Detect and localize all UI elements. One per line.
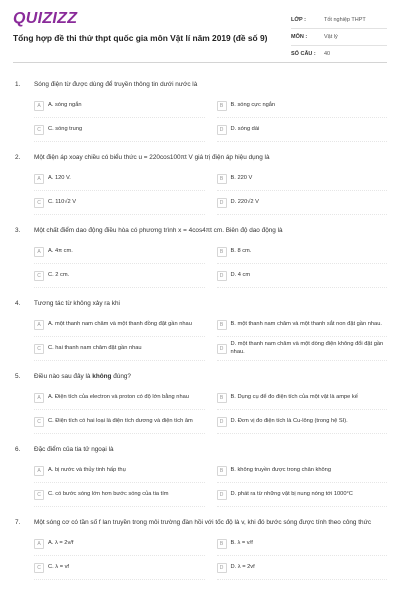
answer-option[interactable] bbox=[34, 313, 205, 337]
option-grid bbox=[34, 313, 387, 361]
option-letter-box: C bbox=[34, 490, 44, 500]
answer-option[interactable] bbox=[217, 264, 388, 288]
option-letter-box: D bbox=[217, 125, 227, 135]
option-grid bbox=[34, 94, 387, 142]
answer-option[interactable] bbox=[217, 532, 388, 556]
meta-label: MÔN : bbox=[291, 34, 308, 40]
meta-value: 40 bbox=[324, 51, 331, 57]
answer-option[interactable] bbox=[217, 118, 388, 142]
answer-option[interactable] bbox=[217, 410, 388, 434]
option-text: C. sóng trung bbox=[48, 125, 83, 132]
option-letter-box: C bbox=[34, 125, 44, 135]
option-letter-box: A bbox=[34, 539, 44, 549]
option-letter-box: C bbox=[34, 198, 44, 208]
option-letter-box: A bbox=[34, 247, 44, 257]
option-letter-box: D bbox=[217, 271, 227, 281]
answer-option[interactable] bbox=[34, 167, 205, 191]
option-text: A. sóng ngắn bbox=[48, 101, 82, 108]
answer-option[interactable] bbox=[34, 191, 205, 215]
question bbox=[13, 518, 387, 580]
option-text: C. 2 cm. bbox=[48, 271, 70, 278]
option-text: D. 4 cm bbox=[230, 271, 251, 278]
option-letter-box: C bbox=[34, 417, 44, 427]
option-letter-box: A bbox=[34, 174, 44, 184]
answer-option[interactable] bbox=[34, 532, 205, 556]
question-number: 4. bbox=[15, 300, 21, 307]
option-text: A. bị nước và thủy tinh hấp thụ bbox=[48, 466, 126, 473]
option-text: D. 220√2 V bbox=[230, 198, 259, 205]
question-text: Một chất điểm dao động điều hòa có phương trình x = 4cos4πt cm. Biên độ dao động là bbox=[34, 227, 283, 234]
question-number: 7. bbox=[15, 519, 21, 526]
answer-option[interactable] bbox=[34, 556, 205, 580]
question-text: Đặc điểm của tia tử ngoại là bbox=[34, 446, 114, 453]
question-number: 5. bbox=[15, 373, 21, 380]
option-letter-box: D bbox=[217, 417, 227, 427]
question bbox=[13, 372, 387, 434]
answer-option[interactable] bbox=[217, 94, 388, 118]
question bbox=[13, 153, 387, 215]
question-number: 2. bbox=[15, 154, 21, 161]
question bbox=[13, 299, 387, 361]
meta-row-subject bbox=[291, 29, 387, 46]
document-title: Tổng hợp đề thi thử thpt quốc gia môn Vật lí năm 2019 (đề số 9) bbox=[13, 33, 268, 43]
answer-option[interactable] bbox=[34, 337, 205, 361]
question-text-part: Điều nào sau đây là bbox=[34, 373, 93, 380]
answer-option[interactable] bbox=[34, 240, 205, 264]
question bbox=[13, 445, 387, 507]
question-text-emphasis: không bbox=[92, 373, 112, 380]
option-text: A. Điện tích của electron và proton có độ lớn bằng nhau bbox=[48, 393, 189, 400]
option-letter-box: B bbox=[217, 247, 227, 257]
option-letter-box: D bbox=[217, 563, 227, 573]
worksheet-header bbox=[13, 0, 387, 63]
option-text: B. 8 cm. bbox=[230, 247, 252, 254]
option-letter-box: D bbox=[217, 198, 227, 208]
meta-table bbox=[291, 12, 387, 62]
question-list bbox=[13, 80, 387, 580]
quizizz-logo: QUIZIZZ bbox=[13, 10, 78, 27]
option-text: D. sóng dài bbox=[230, 125, 260, 132]
option-grid bbox=[34, 386, 387, 434]
answer-option[interactable] bbox=[34, 483, 205, 507]
meta-value: Tốt nghiệp THPT bbox=[324, 17, 366, 23]
option-text: A. một thanh nam châm và một thanh đồng đặt gần nhau bbox=[48, 320, 192, 327]
option-letter-box: D bbox=[217, 344, 227, 354]
option-letter-box: A bbox=[34, 101, 44, 111]
question-text: Một điện áp xoay chiều có biểu thức u = 220cos100πt V giá trị điện áp hiệu dụng là bbox=[34, 154, 270, 161]
answer-option[interactable] bbox=[217, 386, 388, 410]
meta-label: SỐ CÂU : bbox=[291, 51, 316, 57]
question bbox=[13, 80, 387, 142]
option-letter-box: A bbox=[34, 393, 44, 403]
answer-option[interactable] bbox=[34, 94, 205, 118]
question-number: 6. bbox=[15, 446, 21, 453]
option-grid bbox=[34, 240, 387, 288]
meta-row-count bbox=[291, 46, 387, 62]
answer-option[interactable] bbox=[217, 167, 388, 191]
answer-option[interactable] bbox=[34, 459, 205, 483]
option-text: C. hai thanh nam châm đặt gần nhau bbox=[48, 344, 142, 351]
option-text: B. λ = v/f bbox=[230, 539, 253, 546]
option-letter-box: A bbox=[34, 466, 44, 476]
question-text: Sóng điện từ được dùng để truyền thông tin dưới nước là bbox=[34, 81, 198, 88]
option-letter-box: D bbox=[217, 490, 227, 500]
answer-option[interactable] bbox=[217, 240, 388, 264]
answer-option[interactable] bbox=[217, 459, 388, 483]
option-text: B. 220 V bbox=[230, 174, 253, 181]
answer-option[interactable] bbox=[34, 386, 205, 410]
question-number: 1. bbox=[15, 81, 21, 88]
option-text: D. phát ra từ những vật bị nung nóng tới 1000°C bbox=[230, 490, 353, 497]
option-letter-box: B bbox=[217, 174, 227, 184]
answer-option[interactable] bbox=[217, 191, 388, 215]
option-grid bbox=[34, 167, 387, 215]
option-letter-box: B bbox=[217, 393, 227, 403]
question-number: 3. bbox=[15, 227, 21, 234]
option-text: D. một thanh nam châm và một dòng điện không đổi đặt gần nhau. bbox=[230, 341, 384, 355]
option-text: C. Điện tích có hai loại là điện tích dương và điện tích âm bbox=[48, 417, 193, 424]
option-letter-box: B bbox=[217, 466, 227, 476]
question-text: Tương tác từ không xảy ra khi bbox=[34, 300, 120, 307]
answer-option[interactable] bbox=[217, 556, 388, 580]
option-text: B. Dụng cụ để đo điện tích của một vật là ampe kế bbox=[230, 393, 358, 400]
option-grid bbox=[34, 532, 387, 580]
answer-option[interactable] bbox=[34, 410, 205, 434]
answer-option[interactable] bbox=[34, 118, 205, 142]
option-letter-box: A bbox=[34, 320, 44, 330]
meta-label: LỚP : bbox=[291, 17, 306, 23]
option-text: A. λ = 2v/f bbox=[48, 539, 74, 546]
question-text: Một sóng cơ có tần số f lan truyền trong môi trường đàn hồi với tốc độ là v, khi đó bước sóng được tính theo công thức bbox=[34, 519, 372, 526]
option-letter-box: C bbox=[34, 271, 44, 281]
option-letter-box: C bbox=[34, 563, 44, 573]
answer-option[interactable] bbox=[217, 337, 388, 361]
option-text: C. có bước sóng lớn hơn bước sóng của tia tím bbox=[48, 490, 169, 497]
option-text: D. λ = 2vf bbox=[230, 563, 255, 570]
question-text bbox=[34, 372, 387, 381]
option-letter-box: B bbox=[217, 101, 227, 111]
option-text: C. 110√2 V bbox=[48, 198, 76, 205]
option-letter-box: B bbox=[217, 539, 227, 549]
meta-value: Vật lý bbox=[324, 34, 338, 40]
answer-option[interactable] bbox=[217, 483, 388, 507]
option-text: A. 4π cm. bbox=[48, 247, 73, 254]
option-letter-box: B bbox=[217, 320, 227, 330]
option-text: B. một thanh nam châm và một thanh sắt non đặt gần nhau. bbox=[230, 320, 382, 327]
option-text: C. λ = vf bbox=[48, 563, 70, 570]
option-grid bbox=[34, 459, 387, 507]
option-text: B. sóng cực ngắn bbox=[230, 101, 276, 108]
answer-option[interactable] bbox=[217, 313, 388, 337]
option-text: B. không truyền được trong chân không bbox=[230, 466, 331, 473]
option-text: D. Đơn vị đo điện tích là Cu-lông (trong hệ SI). bbox=[230, 417, 348, 424]
question-text-part: đúng? bbox=[111, 373, 131, 380]
option-text: A. 120 V. bbox=[48, 174, 71, 181]
option-letter-box: C bbox=[34, 344, 44, 354]
meta-row-class bbox=[291, 12, 387, 29]
answer-option[interactable] bbox=[34, 264, 205, 288]
question bbox=[13, 226, 387, 288]
